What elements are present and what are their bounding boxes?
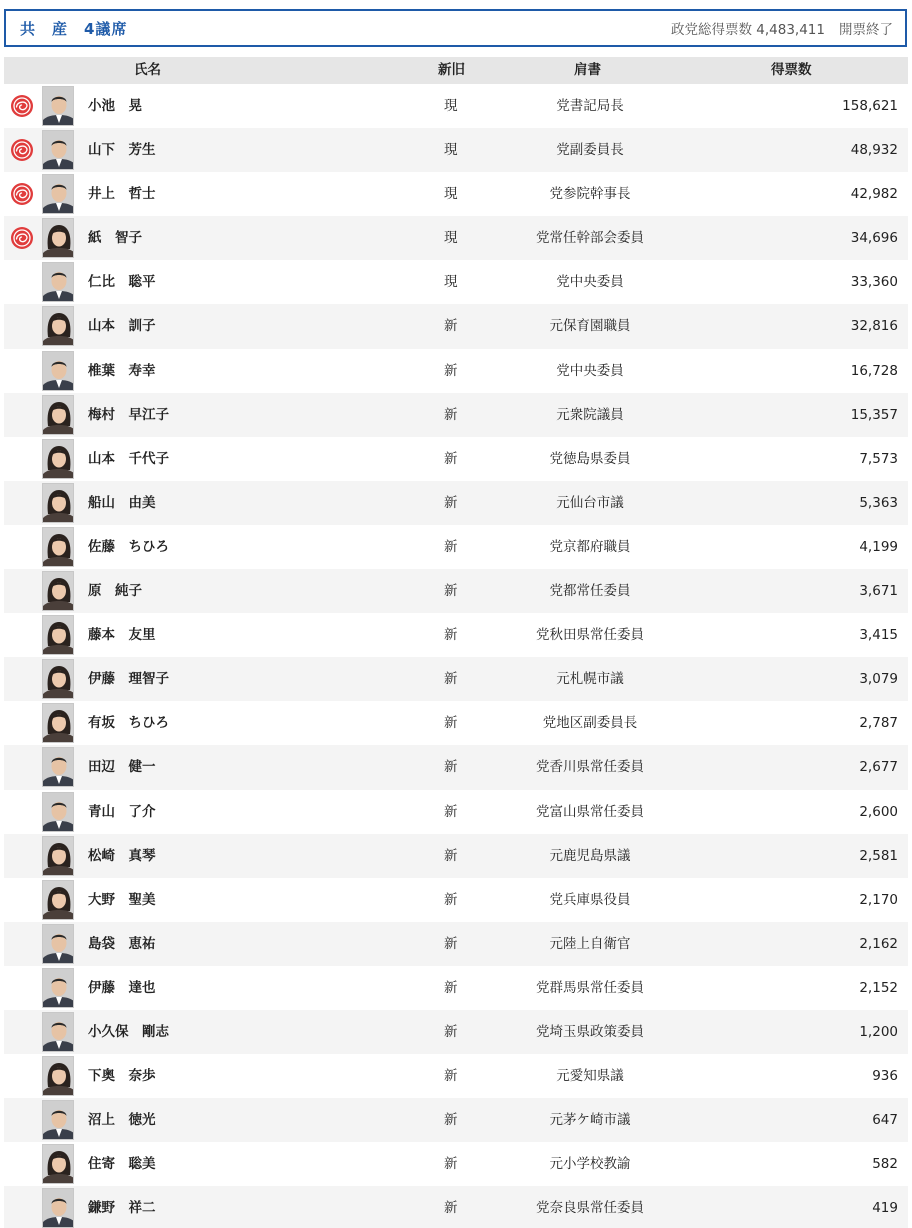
candidate-title: 党徳島県委員 (549, 450, 631, 467)
candidate-photo (42, 439, 74, 479)
candidate-votes: 3,079 (859, 671, 898, 688)
candidate-photo (42, 527, 74, 567)
column-header-title: 肩書 (574, 62, 601, 78)
column-header-votes: 得票数 (771, 62, 812, 78)
candidate-votes: 34,696 (850, 230, 898, 247)
candidate-name: 有坂 ちひろ (88, 715, 169, 732)
candidate-status: 新 (444, 627, 458, 644)
candidate-title: 元仙台市議 (556, 494, 624, 511)
candidate-name: 下奥 奈歩 (88, 1068, 156, 1085)
candidate-name: 井上 哲士 (88, 186, 156, 203)
candidate-photo (42, 659, 74, 699)
candidate-title: 党中央委員 (556, 362, 624, 379)
candidate-status: 現 (444, 230, 458, 247)
table-row (4, 128, 908, 172)
party-title: 共 産 4議席 (20, 19, 128, 38)
candidate-photo (42, 174, 74, 214)
table-row (4, 1010, 908, 1054)
candidate-votes: 48,932 (850, 142, 898, 159)
candidate-status: 新 (444, 1112, 458, 1129)
candidate-title: 党地区副委員長 (542, 715, 638, 732)
candidate-status: 現 (444, 98, 458, 114)
candidate-votes: 2,787 (859, 715, 898, 732)
candidate-name: 藤本 友里 (88, 627, 156, 644)
candidate-photo (42, 703, 74, 743)
candidate-votes: 3,671 (859, 583, 898, 600)
elected-rose-icon (10, 138, 34, 162)
column-header-name: 氏名 (134, 62, 161, 78)
candidate-status: 新 (444, 450, 458, 467)
candidate-status: 新 (444, 318, 458, 335)
candidate-title: 党書記局長 (556, 98, 624, 114)
table-row (4, 437, 908, 481)
candidate-votes: 7,573 (859, 450, 898, 467)
candidate-photo (42, 968, 74, 1008)
candidate-photo (42, 1012, 74, 1052)
candidate-photo (42, 483, 74, 523)
candidate-name: 山本 千代子 (88, 450, 169, 467)
candidate-title: 党富山県常任委員 (536, 803, 644, 820)
candidate-photo (42, 351, 74, 391)
candidate-title: 党群馬県常任委員 (536, 979, 644, 996)
candidate-photo (42, 1100, 74, 1140)
candidate-photo (42, 1144, 74, 1184)
candidate-title: 党常任幹部会委員 (536, 230, 644, 247)
candidate-votes: 158,621 (842, 98, 898, 114)
candidate-status: 新 (444, 803, 458, 820)
candidate-photo (42, 880, 74, 920)
candidate-photo (42, 130, 74, 170)
candidate-votes: 582 (872, 1156, 898, 1173)
table-row (4, 481, 908, 525)
table-row (4, 216, 908, 260)
candidate-title: 元陸上自衛官 (549, 935, 631, 952)
candidate-votes: 2,581 (859, 847, 898, 864)
candidate-name: 原 純子 (88, 583, 142, 600)
elected-rose-icon (10, 94, 34, 118)
candidate-title: 党奈良県常任委員 (536, 1200, 644, 1217)
table-row (4, 745, 908, 789)
candidate-title: 元札幌市議 (556, 671, 624, 688)
table-row (4, 613, 908, 657)
candidate-status: 新 (444, 406, 458, 423)
table-row (4, 172, 908, 216)
candidate-votes: 5,363 (859, 494, 898, 511)
candidate-votes: 3,415 (859, 627, 898, 644)
candidate-name: 佐藤 ちひろ (88, 538, 169, 555)
candidate-status: 新 (444, 759, 458, 776)
candidate-status: 新 (444, 538, 458, 555)
candidate-title: 党香川県常任委員 (536, 759, 644, 776)
candidate-photo (42, 836, 74, 876)
table-row (4, 790, 908, 834)
candidate-photo (42, 262, 74, 302)
candidate-status: 新 (444, 1068, 458, 1085)
table-row (4, 569, 908, 613)
candidate-name: 船山 由美 (88, 494, 156, 511)
candidate-photo (42, 1056, 74, 1096)
candidate-status: 新 (444, 1023, 458, 1040)
candidate-status: 新 (444, 494, 458, 511)
table-row (4, 966, 908, 1010)
candidate-votes: 647 (872, 1112, 898, 1129)
elected-rose-icon (10, 226, 34, 250)
candidate-photo (42, 615, 74, 655)
candidate-votes: 2,677 (859, 759, 898, 776)
candidate-name: 紙 智子 (88, 230, 142, 247)
candidate-photo (42, 792, 74, 832)
table-row (4, 84, 908, 128)
table-row (4, 393, 908, 437)
table-row (4, 525, 908, 569)
table-row (4, 1186, 908, 1228)
table-row (4, 1142, 908, 1186)
candidate-photo (42, 924, 74, 964)
candidate-photo (42, 395, 74, 435)
candidate-title: 元小学校教諭 (549, 1156, 631, 1173)
candidate-votes: 936 (872, 1068, 898, 1085)
candidate-photo (42, 1188, 74, 1228)
candidate-votes: 15,357 (850, 406, 898, 423)
candidate-name: 小久保 剛志 (88, 1023, 169, 1040)
table-row (4, 878, 908, 922)
candidate-title: 党中央委員 (556, 274, 624, 291)
candidate-title: 元茅ケ崎市議 (549, 1112, 631, 1129)
candidate-votes: 33,360 (850, 274, 898, 291)
candidate-name: 住寄 聡美 (88, 1156, 156, 1173)
candidate-name: 伊藤 理智子 (88, 671, 169, 688)
table-row (4, 1098, 908, 1142)
table-row (4, 1054, 908, 1098)
table-row (4, 349, 908, 393)
candidate-votes: 4,199 (859, 538, 898, 555)
party-header (4, 9, 907, 47)
candidate-status: 新 (444, 935, 458, 952)
candidate-name: 鎌野 祥二 (88, 1200, 156, 1217)
candidate-name: 椎葉 寿幸 (88, 362, 156, 379)
candidate-status: 現 (444, 142, 458, 159)
candidate-photo (42, 747, 74, 787)
candidate-name: 青山 了介 (88, 803, 156, 820)
total-votes-label: 政党総得票数 (670, 22, 752, 38)
table-row (4, 657, 908, 701)
candidate-votes: 2,600 (859, 803, 898, 820)
candidate-votes: 32,816 (850, 318, 898, 335)
candidate-votes: 2,152 (859, 979, 898, 996)
candidate-status: 新 (444, 1200, 458, 1217)
table-row (4, 922, 908, 966)
candidate-name: 松崎 真琴 (88, 847, 156, 864)
candidate-status: 現 (444, 186, 458, 203)
candidate-title: 党埼玉県政策委員 (536, 1023, 644, 1040)
table-row (4, 260, 908, 304)
candidate-photo (42, 306, 74, 346)
elected-rose-icon (10, 182, 34, 206)
candidate-photo (42, 86, 74, 126)
candidate-name: 伊藤 達也 (88, 979, 156, 996)
candidate-title: 党兵庫県役員 (549, 891, 631, 908)
table-body (4, 84, 908, 1228)
count-status: 開票終了 (839, 22, 893, 38)
candidate-name: 大野 聖美 (88, 891, 156, 908)
results-table (4, 57, 908, 1228)
candidate-status: 新 (444, 583, 458, 600)
party-summary (671, 18, 893, 38)
column-header-status: 新旧 (438, 62, 465, 78)
candidate-title: 党秋田県常任委員 (536, 627, 644, 644)
candidate-photo (42, 218, 74, 258)
table-row (4, 834, 908, 878)
candidate-name: 田辺 健一 (88, 759, 156, 776)
candidate-votes: 419 (872, 1200, 898, 1217)
candidate-title: 元鹿児島県議 (549, 847, 631, 864)
candidate-name: 梅村 早江子 (88, 406, 169, 423)
candidate-name: 仁比 聡平 (88, 274, 156, 291)
candidate-status: 新 (444, 671, 458, 688)
table-header (4, 57, 908, 84)
candidate-status: 新 (444, 979, 458, 996)
candidate-title: 元保育園職員 (549, 318, 631, 335)
candidate-votes: 42,982 (850, 186, 898, 203)
table-row (4, 304, 908, 348)
candidate-name: 小池 晃 (88, 98, 142, 114)
candidate-title: 党都常任委員 (549, 583, 631, 600)
candidate-status: 現 (444, 274, 458, 291)
candidate-votes: 2,170 (859, 891, 898, 908)
candidate-status: 新 (444, 847, 458, 864)
candidate-name: 島袋 恵祐 (88, 935, 156, 952)
candidate-status: 新 (444, 891, 458, 908)
candidate-photo (42, 571, 74, 611)
candidate-title: 元衆院議員 (556, 406, 624, 423)
candidate-title: 党京都府職員 (549, 538, 631, 555)
candidate-votes: 1,200 (859, 1023, 898, 1040)
candidate-title: 元愛知県議 (556, 1068, 624, 1085)
candidate-title: 党参院幹事長 (549, 186, 631, 203)
candidate-status: 新 (444, 362, 458, 379)
candidate-name: 山下 芳生 (88, 142, 156, 159)
candidate-title: 党副委員長 (556, 142, 624, 159)
candidate-status: 新 (444, 715, 458, 732)
candidate-name: 沼上 徳光 (88, 1112, 156, 1129)
candidate-status: 新 (444, 1156, 458, 1173)
table-row (4, 701, 908, 745)
candidate-name: 山本 訓子 (88, 318, 156, 335)
candidate-votes: 2,162 (859, 935, 898, 952)
total-votes-value: 4,483,411 (756, 22, 825, 38)
candidate-votes: 16,728 (850, 362, 898, 379)
